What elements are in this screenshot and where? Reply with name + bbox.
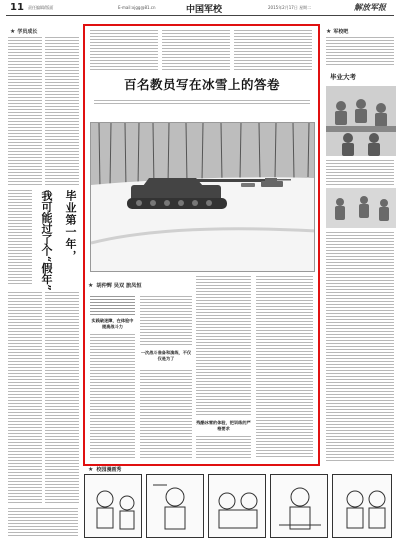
comic-panel-4 (270, 474, 328, 538)
comic-panel-3 (208, 474, 266, 538)
body-text-lead (90, 296, 135, 316)
bottom-section-title: 校园漫画秀 (96, 467, 122, 473)
section-subtitle: 责任编辑/版面 (28, 5, 54, 10)
page-header (6, 2, 394, 16)
star-icon: ★ (88, 281, 94, 289)
pullquote-1: 实践破迷障，在体验中提高战斗力 (91, 318, 134, 329)
left-text-block-6 (8, 508, 78, 538)
issue-date: 2015年2月17日 星期二 (268, 5, 312, 10)
feature-title-2: 我可能过了个“假年” (40, 190, 53, 291)
right-text-block-2 (326, 160, 394, 186)
article-headline: 百名教员写在冰雪上的答卷 (123, 77, 280, 92)
intro-text-col-3 (234, 30, 312, 70)
body-text-col-2a (140, 296, 192, 346)
page-number: 11 (10, 2, 24, 13)
left-text-block-3 (8, 190, 32, 285)
left-text-block-1 (8, 37, 42, 187)
right-section-heading (326, 28, 348, 35)
left-text-block-5 (45, 292, 79, 504)
left-section-title: 学员成长 (17, 29, 38, 35)
bottom-section-heading (88, 466, 121, 473)
email-address[interactable]: E-mail:xjgg@81.cn (118, 5, 156, 10)
intro-text-col-2 (162, 30, 230, 70)
comic-panel-5 (332, 474, 392, 538)
right-text-block-3 (326, 232, 394, 462)
left-text-block-2 (45, 37, 79, 187)
right-section-title: 军校吧 (333, 29, 349, 35)
left-section-heading (10, 28, 37, 35)
intro-text-col-1 (90, 30, 158, 70)
body-text-col-4 (256, 276, 313, 459)
star-icon: ★ (10, 28, 16, 35)
article-subhead (88, 276, 168, 294)
exam-photo-2 (326, 188, 396, 228)
comic-panel-2 (146, 474, 204, 538)
right-text-block-1 (326, 37, 394, 65)
star-icon: ★ (326, 28, 332, 35)
body-text-col-1 (90, 334, 135, 459)
pullquote-2: 一次战斗准备和演练，不仅仅是为了 (140, 350, 192, 361)
subhead-authors: 胡仲辉 吴双 旅凤恒 (96, 282, 142, 289)
left-text-block-4 (8, 292, 42, 504)
body-text-col-3a (196, 276, 251, 416)
star-icon: ★ (88, 466, 94, 473)
paper-name: 中国军校 (186, 5, 223, 15)
body-text-col-3b (196, 436, 251, 459)
body-text-col-2b (140, 370, 192, 459)
feature-title-1: 毕业第一年， (64, 190, 77, 262)
right-feature-title: 毕业大考 (330, 73, 356, 81)
comic-panel-1 (84, 474, 142, 538)
masthead-logo: 解放军报 (354, 2, 386, 12)
tank-snow-photo (90, 122, 315, 272)
article-byline (94, 100, 310, 104)
exam-photo (326, 86, 396, 156)
pullquote-3: 残酷冰雪的体验，把训练的严格要求 (196, 420, 251, 431)
